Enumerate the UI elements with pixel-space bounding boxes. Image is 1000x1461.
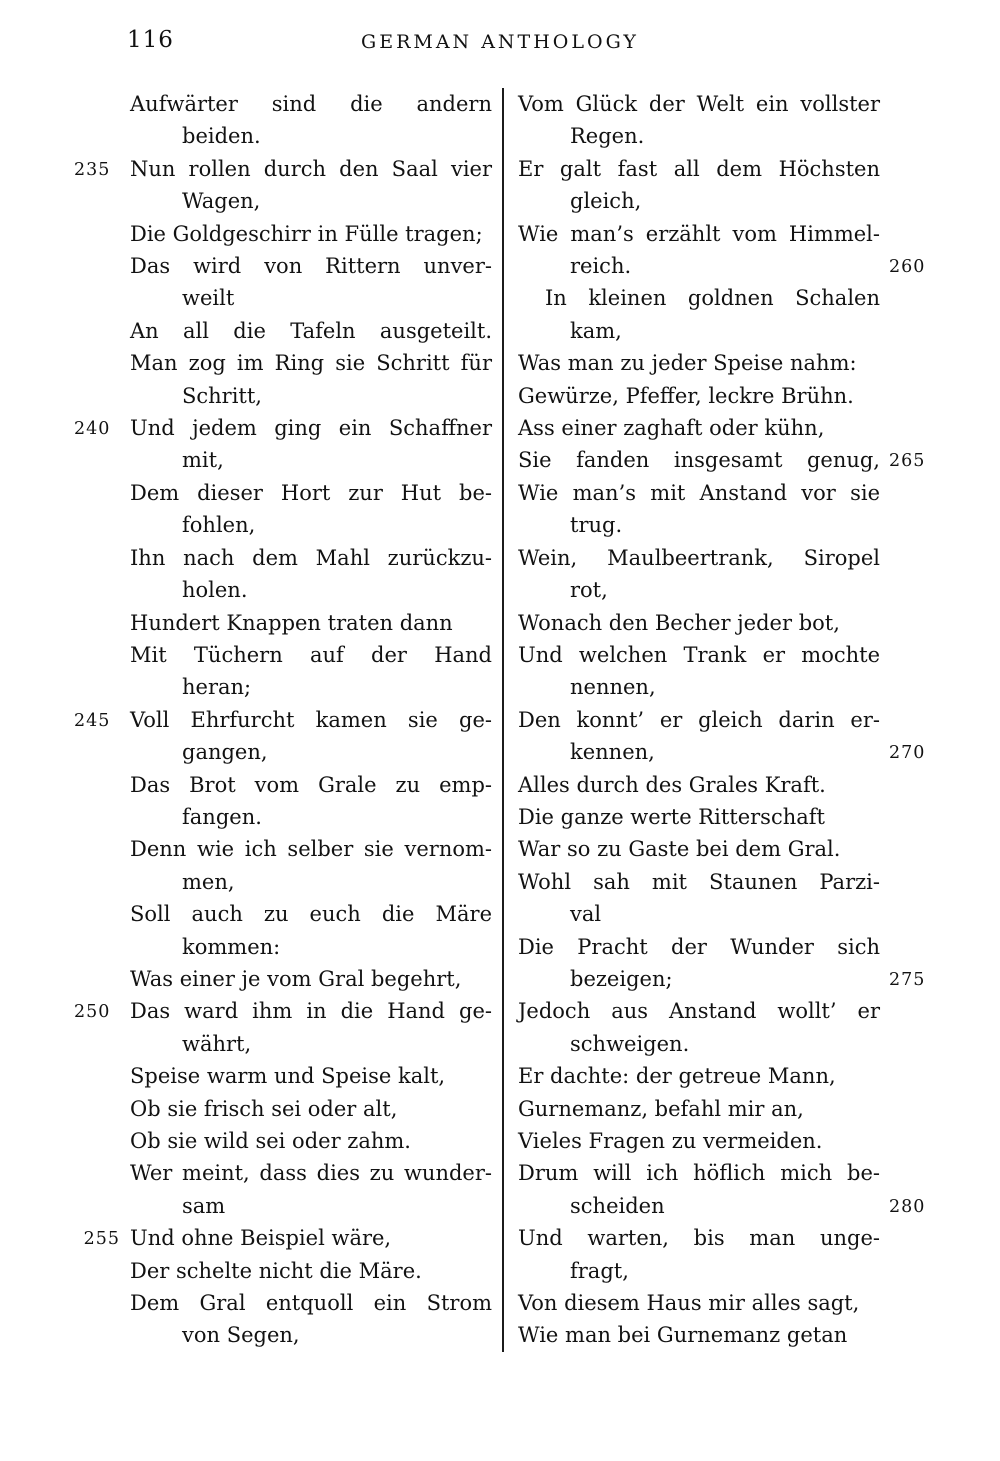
verse-text: bezeigen;: [570, 966, 673, 991]
verse-line: [518, 769, 880, 801]
verse-line: [518, 1093, 880, 1125]
verse-text: Und ohne Beispiel wäre,: [130, 1226, 392, 1251]
verse-text: War so zu Gaste bei dem Gral.: [518, 837, 841, 862]
verse-line: [130, 963, 492, 995]
verse-line: [518, 963, 926, 995]
verse-line: [130, 250, 492, 282]
verse-line: [130, 607, 492, 639]
verse-text: Man zog im Ring sie Schritt für: [130, 351, 492, 376]
verse-text: Und warten, bis man unge-: [518, 1226, 880, 1251]
page-number: 116: [127, 27, 174, 53]
verse-text: Dem dieser Hort zur Hut be-: [130, 480, 492, 505]
verse-text: Ob sie wild sei oder zahm.: [130, 1129, 411, 1153]
verse-line: [518, 120, 880, 152]
verse-line: [130, 1190, 492, 1222]
verse-line: [130, 477, 492, 509]
verse-text: scheiden: [570, 1193, 665, 1218]
verse-text: Soll auch zu euch die Märe: [130, 902, 492, 927]
verse-text: fragt,: [570, 1258, 629, 1283]
verse-line: [130, 347, 492, 379]
verse-text: Wie man’s erzählt vom Himmel-: [518, 221, 880, 246]
verse-text: Was einer je vom Gral begehrt,: [130, 966, 462, 991]
verse-line: [518, 1060, 880, 1092]
verse-line: [130, 282, 492, 314]
verse-line: [130, 801, 492, 833]
verse-line-number: 275: [889, 969, 926, 990]
verse-text: Er galt fast all dem Höchsten: [518, 156, 880, 181]
poem-columns: [0, 88, 1000, 1352]
verse-text: kam,: [570, 318, 622, 343]
verse-line: [130, 185, 492, 217]
verse-line: [130, 509, 492, 541]
verse-line: [130, 574, 492, 606]
verse-text: Ob sie frisch sei oder alt,: [130, 1096, 398, 1121]
verse-text: Mit Tüchern auf der Hand: [130, 642, 492, 667]
verse-text: Von diesem Haus mir alles sagt,: [518, 1291, 860, 1316]
verse-line-number: 280: [889, 1196, 926, 1217]
verse-line-number: 240: [74, 419, 111, 440]
verse-line-number: 265: [889, 451, 926, 472]
verse-text: Wie man bei Gurnemanz getan: [518, 1323, 848, 1348]
verse-line: [130, 671, 492, 703]
verse-line: [518, 1255, 880, 1287]
verse-line: [518, 1319, 880, 1351]
verse-line: [518, 1190, 926, 1222]
verse-text: Ass einer zaghaft oder kühn,: [518, 416, 825, 441]
verse-text: beiden.: [182, 124, 261, 149]
verse-line: [518, 671, 880, 703]
verse-line: [130, 88, 492, 120]
verse-line: [130, 1287, 492, 1319]
verse-line: [518, 1028, 880, 1060]
verse-text: sam: [182, 1193, 226, 1218]
verse-text: weilt: [182, 286, 235, 311]
verse-text: fohlen,: [182, 513, 256, 538]
verse-line: [518, 218, 880, 250]
verse-text: men,: [182, 869, 235, 894]
verse-text: Wie man’s mit Anstand vor sie: [518, 480, 880, 505]
verse-text: Und welchen Trank er mochte: [518, 642, 880, 667]
verse-line: [130, 769, 492, 801]
verse-text: Sie fanden insgesamt genug,: [518, 448, 880, 473]
verse-text: nennen,: [570, 675, 656, 700]
verse-text: Die ganze werte Ritterschaft: [518, 804, 825, 829]
verse-line: [130, 1028, 492, 1060]
verse-line: [130, 218, 492, 250]
verse-text: Drum will ich höflich mich be-: [518, 1161, 880, 1186]
verse-line: [518, 801, 880, 833]
verse-line: [518, 1287, 880, 1319]
verse-text: An all die Tafeln ausgeteilt.: [130, 318, 492, 343]
verse-line: [518, 1125, 880, 1157]
verse-line: [518, 995, 880, 1027]
verse-text: mit,: [182, 448, 224, 473]
verse-line-number: 250: [74, 1002, 111, 1023]
verse-text: Gewürze, Pfeffer, leckre Brühn.: [518, 383, 854, 408]
verse-text: Der schelte nicht die Märe.: [130, 1258, 422, 1283]
verse-text: gleich,: [570, 189, 642, 214]
verse-line: [518, 477, 880, 509]
verse-text: rot,: [570, 578, 608, 603]
verse-line-number: 245: [74, 710, 111, 731]
verse-line: [130, 1157, 492, 1189]
verse-text: reich.: [570, 254, 632, 279]
verse-line: [130, 639, 492, 671]
verse-line: [518, 250, 926, 282]
verse-text: Vom Glück der Welt ein vollster: [518, 92, 880, 116]
verse-line: [130, 833, 492, 865]
verse-line: [518, 736, 926, 768]
verse-line: [130, 736, 492, 768]
verse-text: Wein, Maulbeertrank, Siropel: [518, 545, 880, 570]
verse-line: [518, 185, 880, 217]
verse-line: [518, 380, 880, 412]
verse-text: Voll Ehrfurcht kamen sie ge-: [130, 707, 492, 732]
verse-line: [130, 1060, 492, 1092]
verse-text: kennen,: [570, 740, 655, 765]
verse-text: gangen,: [182, 740, 268, 765]
verse-text: Hundert Knappen traten dann: [130, 610, 453, 635]
verse-text: Wohl sah mit Staunen Parzi-: [518, 869, 880, 894]
verse-line: [518, 574, 880, 606]
verse-line: [518, 153, 880, 185]
verse-line-number: 255: [83, 1229, 120, 1250]
verse-text: Die Pracht der Wunder sich: [518, 934, 880, 959]
verse-text: fangen.: [182, 804, 262, 829]
verse-text: Alles durch des Grales Kraft.: [518, 772, 826, 797]
verse-line: [518, 509, 880, 541]
verse-text: trug.: [570, 513, 623, 538]
verse-text: Gurnemanz, befahl mir an,: [518, 1096, 804, 1121]
verse-line: [130, 1255, 492, 1287]
verse-line: [130, 898, 492, 930]
verse-text: Das Brot vom Grale zu emp-: [130, 772, 492, 797]
verse-line: [74, 704, 492, 736]
poem-column-left: [74, 88, 492, 1352]
verse-text: schweigen.: [570, 1031, 690, 1056]
verse-line: [74, 153, 492, 185]
verse-line: [518, 1222, 880, 1254]
verse-text: Aufwärter sind die andern: [130, 92, 492, 116]
verse-line: [518, 542, 880, 574]
verse-text: val: [570, 902, 602, 927]
verse-line: [130, 1319, 492, 1351]
verse-line: [518, 1157, 880, 1189]
verse-text: kommen:: [182, 934, 281, 959]
verse-text: Wer meint, dass dies zu wunder-: [130, 1161, 492, 1186]
verse-text: Regen.: [570, 124, 645, 149]
verse-text: In kleinen goldnen Schalen: [545, 286, 880, 311]
verse-text: Den konnt’ er gleich darin er-: [518, 707, 880, 732]
verse-text: Dem Gral entquoll ein Strom: [130, 1291, 492, 1316]
verse-line: [518, 412, 880, 444]
verse-text: Was man zu jeder Speise nahm:: [518, 351, 857, 376]
verse-line: [130, 931, 492, 963]
verse-line: [518, 931, 880, 963]
verse-text: Und jedem ging ein Schaffner: [130, 416, 492, 441]
verse-text: Schritt,: [182, 383, 262, 408]
verse-line: [130, 1093, 492, 1125]
verse-text: Denn wie ich selber sie vernom-: [130, 837, 492, 862]
column-divider-rule: [502, 88, 504, 1352]
verse-text: Die Goldgeschirr in Fülle tragen;: [130, 221, 483, 246]
verse-text: Er dachte: der getreue Mann,: [518, 1064, 836, 1089]
verse-text: Das wird von Rittern unver-: [130, 254, 492, 279]
verse-line: [518, 833, 880, 865]
verse-line: [130, 444, 492, 476]
verse-line: [518, 347, 880, 379]
verse-line: [130, 866, 492, 898]
verse-text: Wagen,: [182, 189, 261, 214]
verse-text: holen.: [182, 578, 248, 603]
verse-line: [518, 607, 880, 639]
page-header: [0, 0, 1000, 58]
verse-text: Wonach den Becher jeder bot,: [518, 610, 840, 635]
verse-text: Ihn nach dem Mahl zurückzu-: [130, 545, 492, 570]
verse-line: [83, 1222, 492, 1254]
verse-text: heran;: [182, 675, 252, 700]
verse-line: [74, 412, 492, 444]
poem-column-right: [518, 88, 926, 1352]
verse-text: Vieles Fragen zu vermeiden.: [518, 1129, 823, 1153]
verse-line: [130, 1125, 492, 1157]
verse-line: [518, 898, 880, 930]
verse-line: [74, 995, 492, 1027]
verse-line-number: 235: [74, 159, 111, 180]
verse-line: [518, 282, 880, 314]
verse-line: [130, 380, 492, 412]
verse-line: [130, 120, 492, 152]
verse-text: Das ward ihm in die Hand ge-: [130, 999, 492, 1024]
verse-text: Nun rollen durch den Saal vier: [130, 156, 492, 181]
verse-line: [130, 542, 492, 574]
verse-line: [518, 444, 926, 476]
verse-line: [518, 704, 880, 736]
verse-line: [518, 639, 880, 671]
verse-text: von Segen,: [182, 1323, 300, 1348]
verse-line: [518, 315, 880, 347]
verse-line: [518, 866, 880, 898]
verse-line: [130, 315, 492, 347]
verse-text: Jedoch aus Anstand wollt’ er: [518, 999, 880, 1024]
verse-line: [518, 88, 880, 120]
page-title: GERMAN ANTHOLOGY: [361, 31, 639, 53]
verse-line-number: 270: [889, 743, 926, 764]
verse-text: Speise warm und Speise kalt,: [130, 1064, 446, 1089]
verse-text: währt,: [182, 1031, 252, 1056]
verse-line-number: 260: [889, 257, 926, 278]
